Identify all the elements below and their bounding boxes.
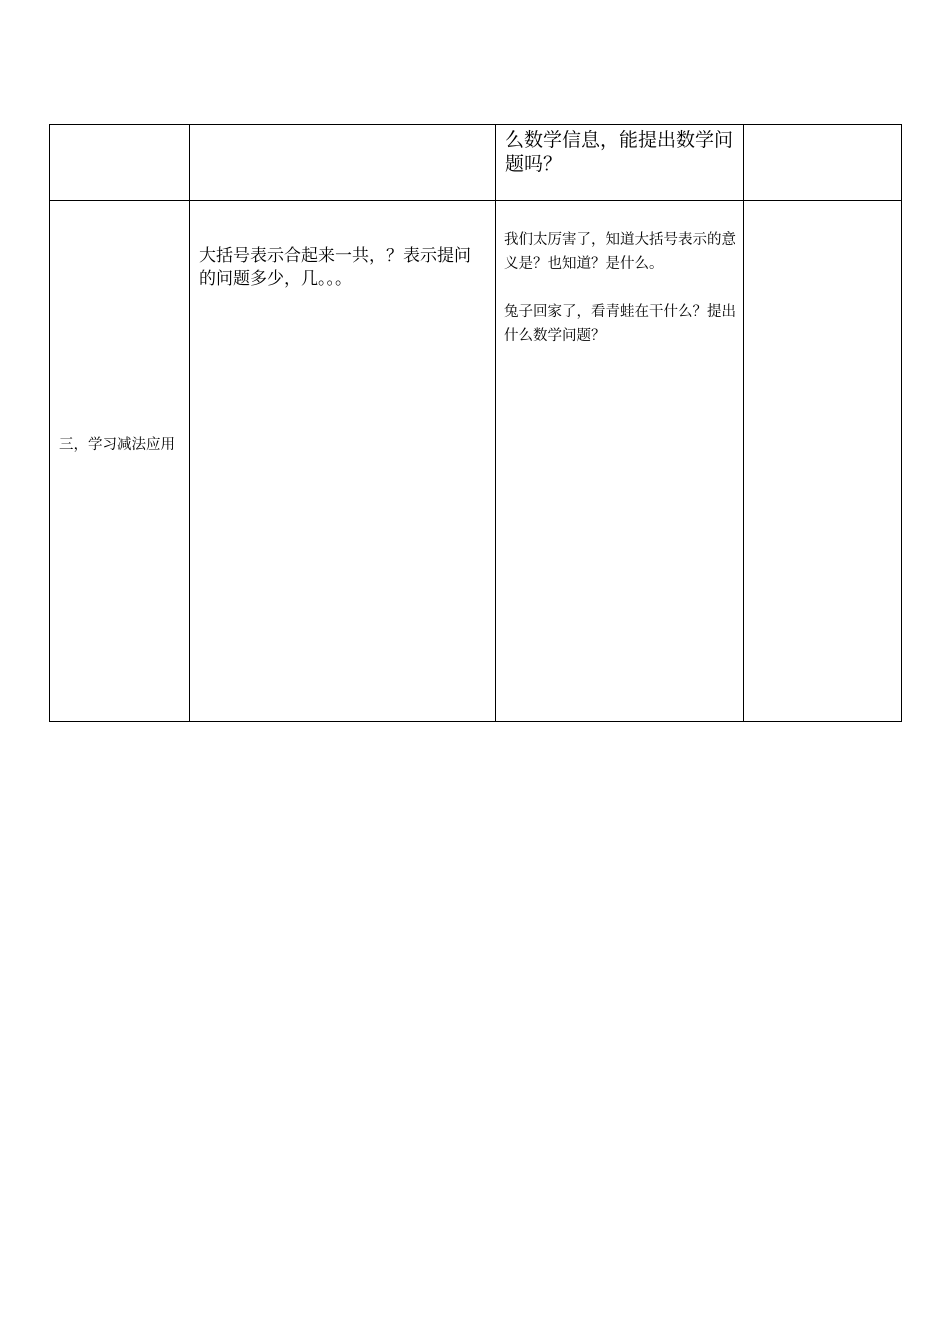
table-cell-content bbox=[190, 201, 496, 722]
activity-text bbox=[496, 201, 743, 348]
activity-paragraph: 兔子回家了，看青蛙在干什么？提出什么数学问题？ bbox=[504, 304, 736, 344]
table-row bbox=[50, 201, 902, 722]
stage-label: 三，学习减法应用 bbox=[59, 437, 175, 453]
activity-text-continued: 么数学信息，能提出数学问题吗？ bbox=[505, 129, 734, 175]
table-cell-notes bbox=[744, 125, 902, 201]
activity-paragraph: 我们太厉害了，知道大括号表示的意义是？也知道？是什么。 bbox=[504, 232, 736, 272]
table-cell-content bbox=[190, 125, 496, 201]
table-row bbox=[50, 125, 902, 201]
table-cell-notes bbox=[744, 201, 902, 722]
lesson-plan-table bbox=[49, 124, 902, 722]
table-cell-activity bbox=[496, 125, 744, 201]
table-cell-activity bbox=[496, 201, 744, 722]
content-text: 大括号表示合起来一共，？表示提问的问题多少，几。。。 bbox=[199, 246, 471, 289]
table-cell-stage bbox=[50, 125, 190, 201]
table-cell-stage bbox=[50, 201, 190, 722]
